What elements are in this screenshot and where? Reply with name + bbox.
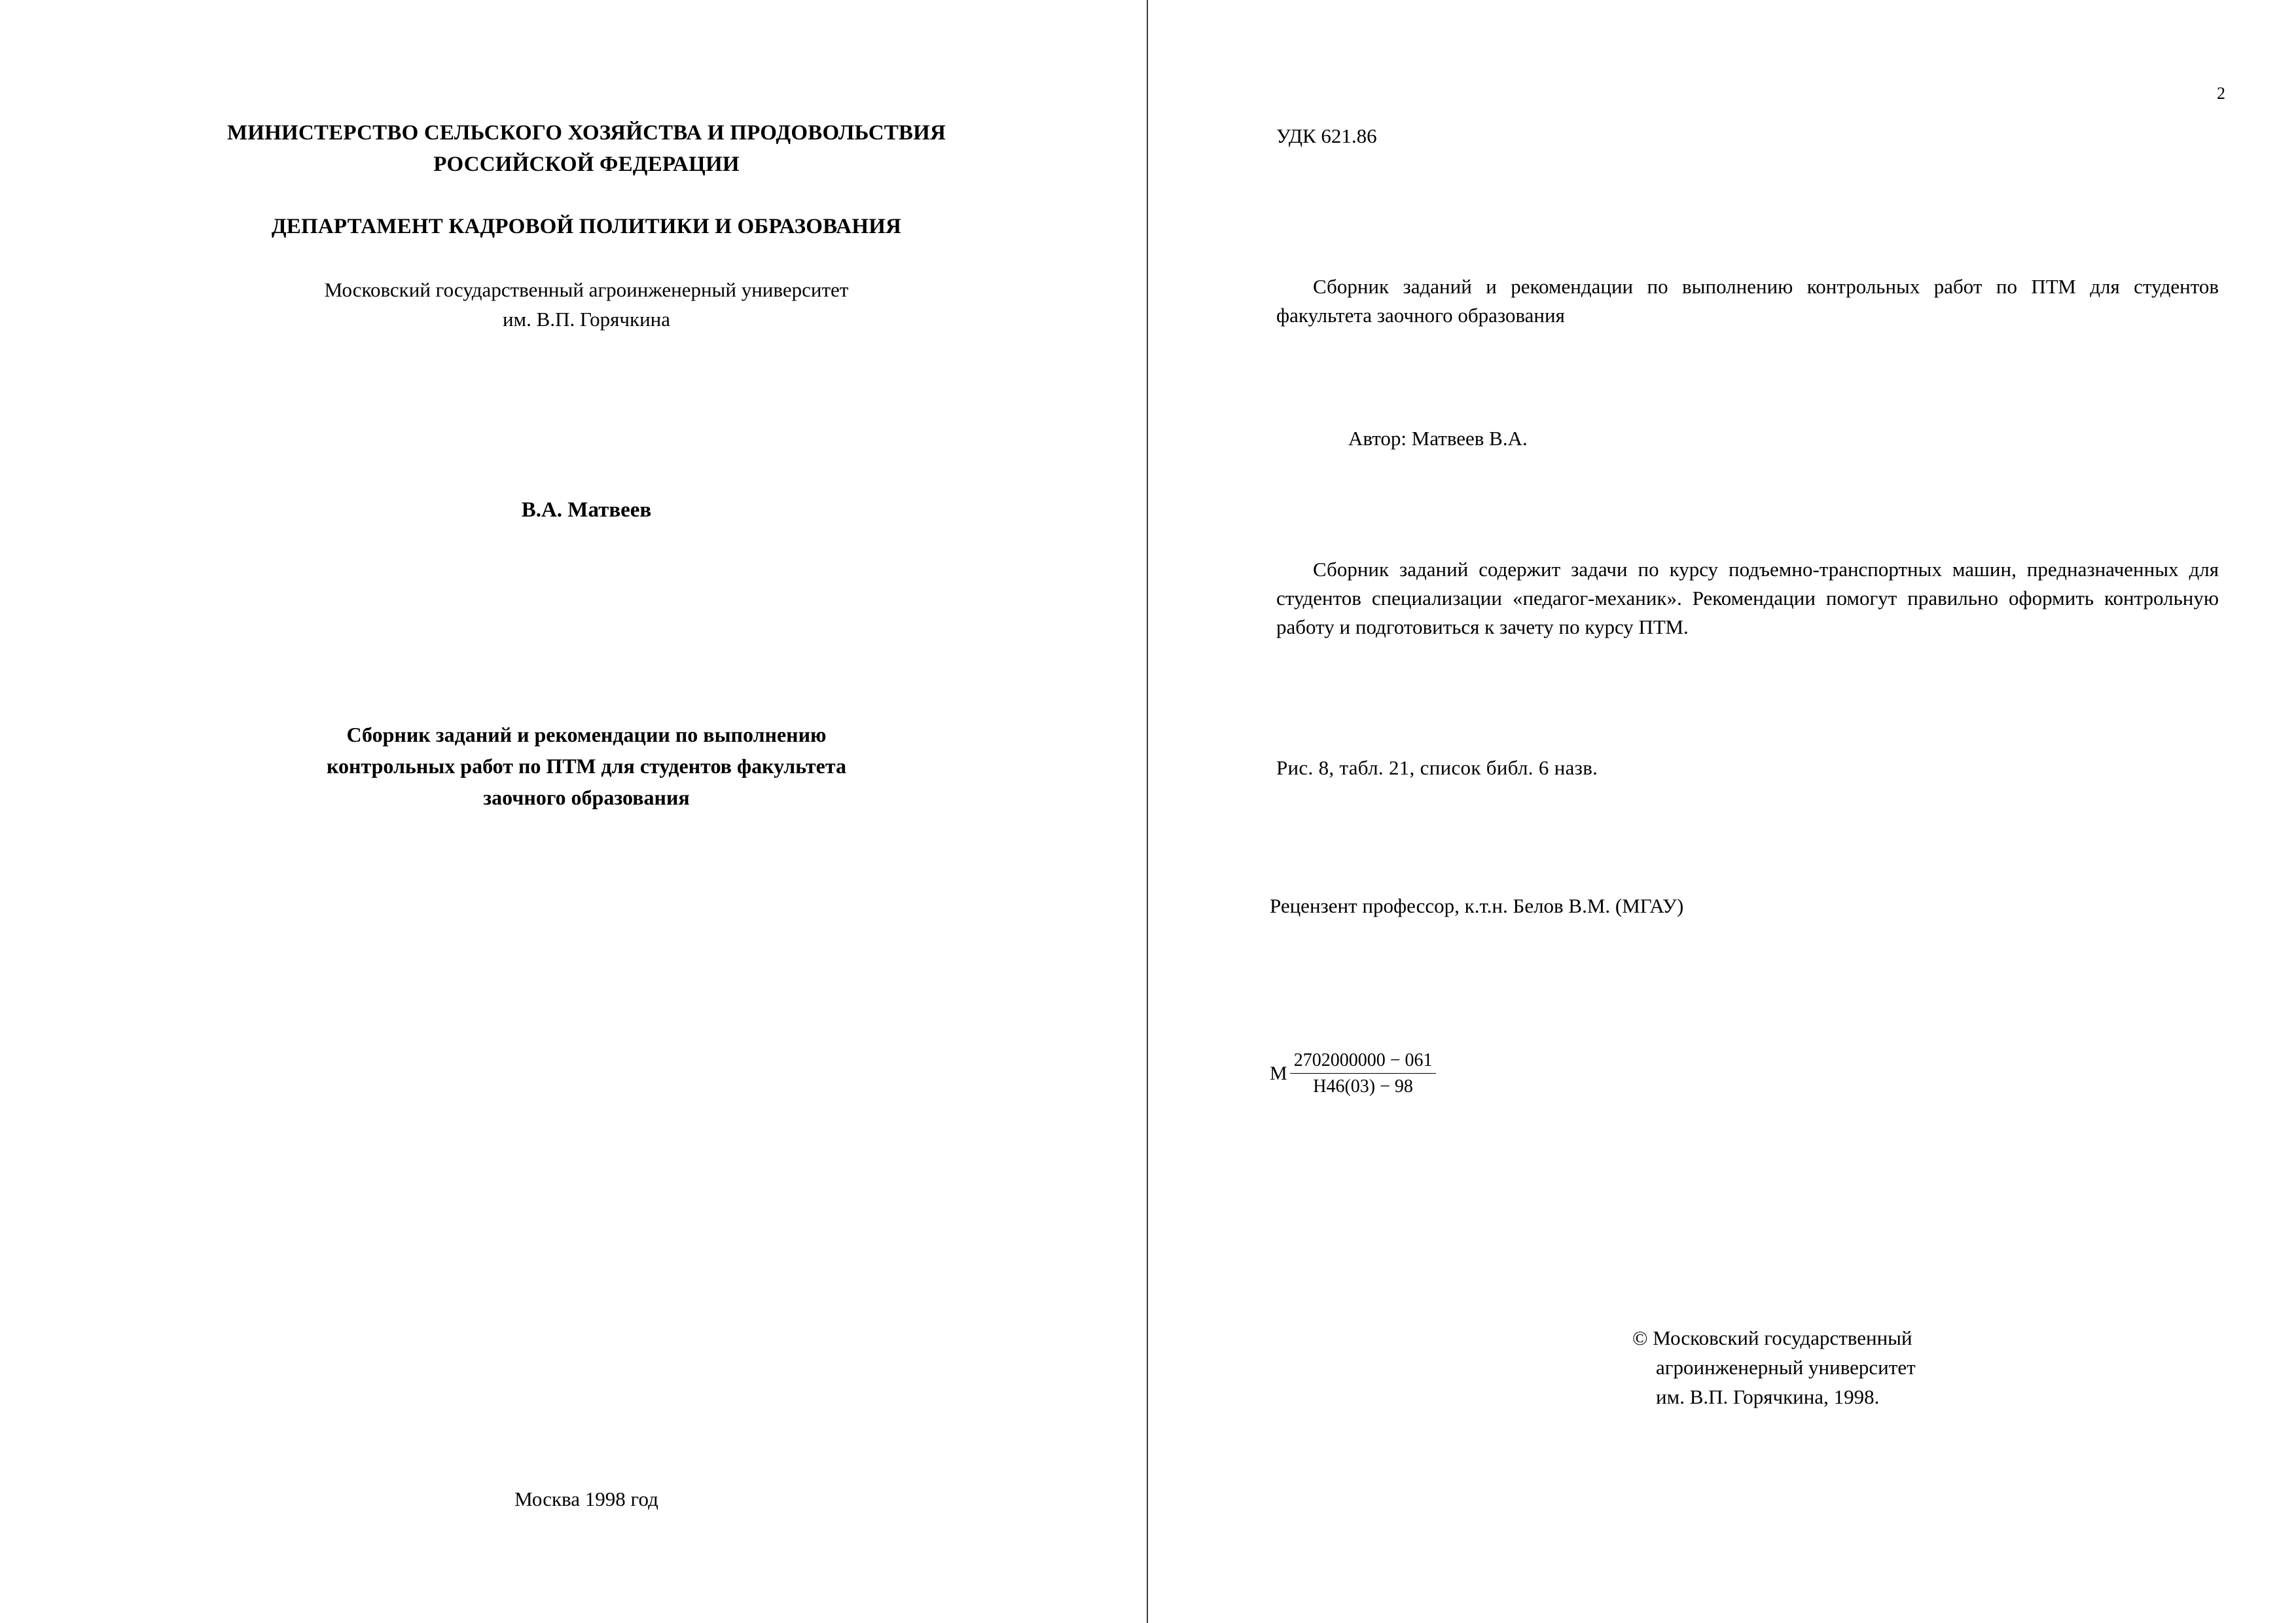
copyright-line-1: © Московский государственный [1632, 1326, 1912, 1350]
code-numerator: 2702000000 − 061 [1290, 1049, 1437, 1074]
reviewer-line: Рецензент профессор, к.т.н. Белов В.М. (МГАУ) [1270, 894, 1684, 918]
university-line-2: им. В.П. Горячкина [502, 307, 671, 331]
ministry-line-1: МИНИСТЕРСТВО СЕЛЬСКОГО ХОЗЯЙСТВА И ПРОДОВОЛЬСТВИЯ [226, 121, 946, 145]
copyright-line-2: агроинженерный университет [1656, 1356, 1916, 1379]
title-block [131, 118, 1042, 1511]
title-subject-line-2: контрольных работ по ПТМ для студентов факультета [327, 754, 846, 778]
page-imprint [1148, 0, 2296, 1623]
classification-code [1270, 1049, 2225, 1098]
code-fraction [1290, 1049, 1437, 1098]
ministry-line-2: РОССИЙСКОЙ ФЕДЕРАЦИИ [433, 152, 740, 176]
department-heading: ДЕПАРТАМЕНТ КАДРОВОЙ ПОЛИТИКИ И ОБРАЗОВАНИЯ [271, 214, 902, 238]
abstract-text: Сборник заданий содержит задачи по курсу подъемно-транспортных машин, предназначенных для студентов специализации «педагог-механик». Рекомендации помогут правильно оформить контрольную работу и подготовиться к зачету по курсу ПТМ. [1276, 558, 2219, 639]
copyright-block [1632, 1324, 2225, 1412]
university-line-1: Московский государственный агроинженерный университет [324, 278, 849, 301]
code-denominator: Н46(03) − 98 [1313, 1076, 1413, 1097]
udk-code: УДК 621.86 [1276, 124, 1377, 147]
author-line: Автор: Матвеев В.А. [1348, 427, 1528, 450]
title-subject [131, 719, 1042, 813]
imprint-page-content [1270, 124, 2225, 1412]
author-name: В.А. Матвеев [521, 498, 652, 522]
page-number: 2 [2217, 84, 2225, 103]
title-page-content [131, 0, 1042, 1511]
university-name [131, 276, 1042, 335]
copyright-line-3: им. В.П. Горячкина, 1998. [1656, 1385, 1880, 1408]
annotation-text: Сборник заданий и рекомендации по выполнению контрольных работ по ПТМ для студентов факультета заочного образования [1276, 275, 2219, 327]
figure-table-counts: Рис. 8, табл. 21, список библ. 6 назв. [1276, 756, 1598, 780]
ministry-heading [131, 118, 1042, 181]
title-subject-line-1: Сборник заданий и рекомендации по выполнению [346, 722, 827, 746]
title-subject-line-3: заочного образования [483, 785, 690, 809]
city-year: Москва 1998 год [514, 1487, 658, 1510]
code-prefix: М [1270, 1062, 1287, 1084]
